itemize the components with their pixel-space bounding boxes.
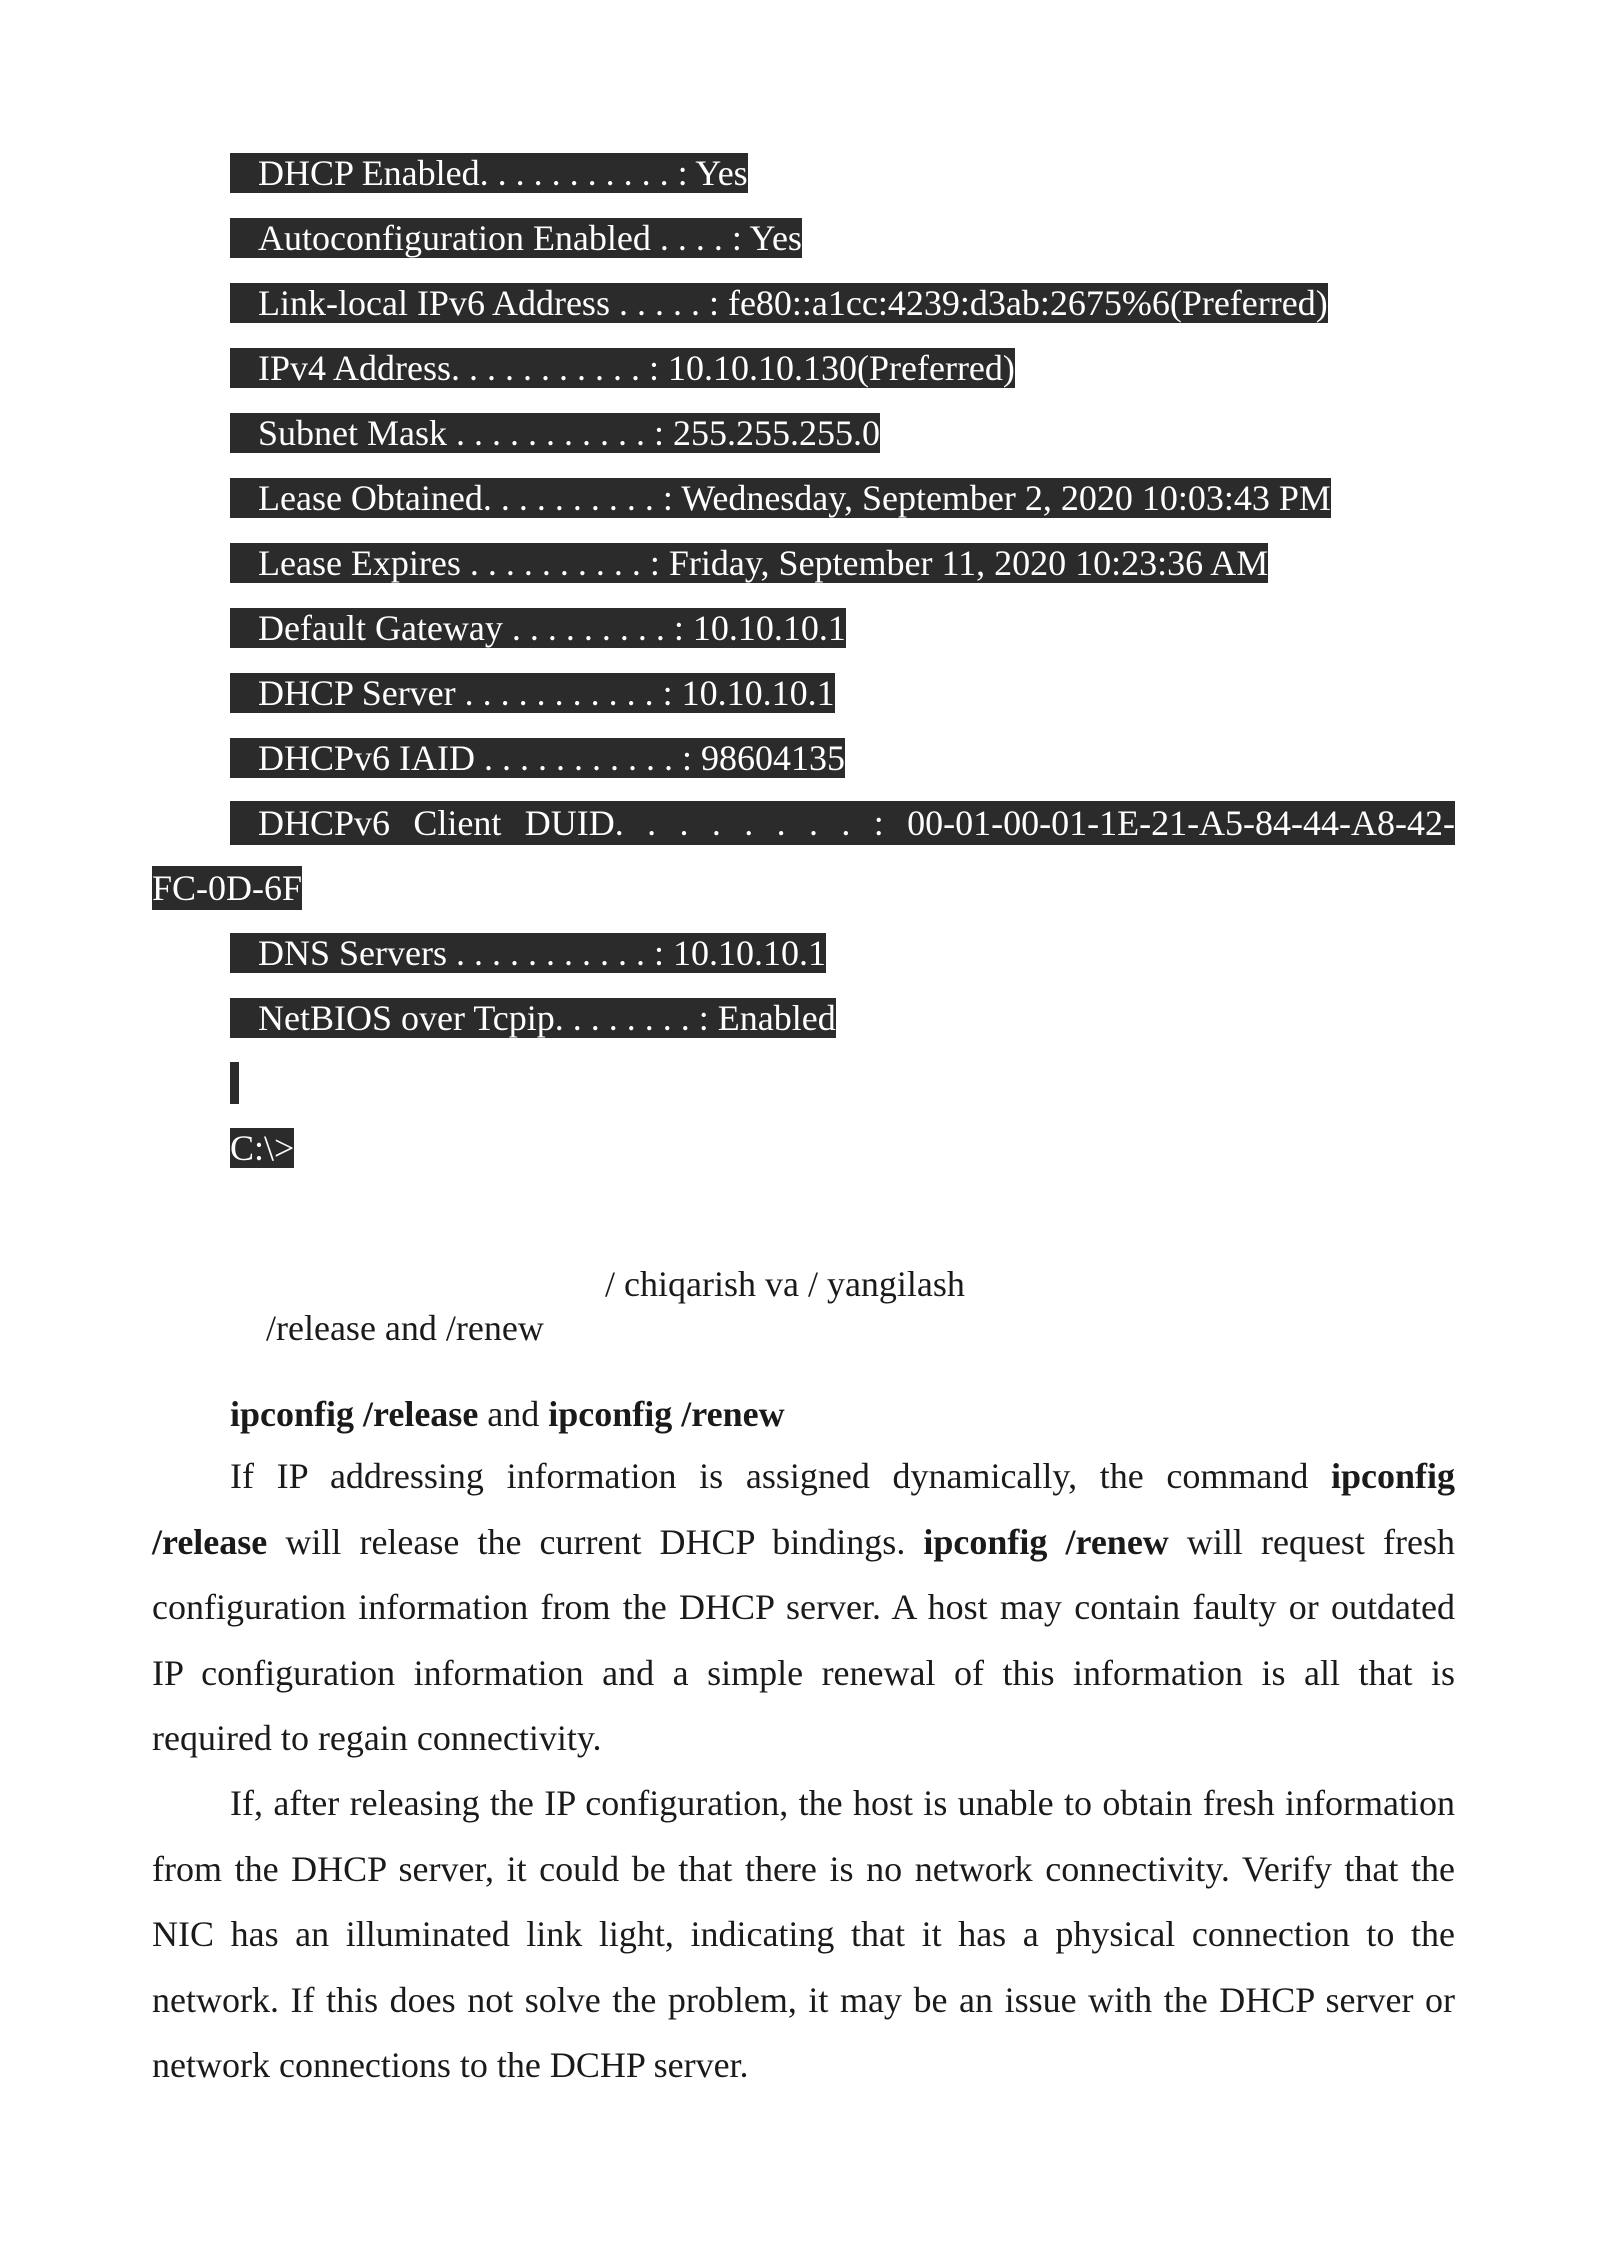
terminal-line-subnet-mask: Subnet Mask . . . . . . . . . . . : 255.255.255.0 xyxy=(230,411,880,455)
terminal-line-lease-expires: Lease Expires . . . . . . . . . . : Friday, September 11, 2020 10:23:36 AM xyxy=(230,541,1268,585)
terminal-line-lease-obtained: Lease Obtained. . . . . . . . . . : Wednesday, September 2, 2020 10:03:43 PM xyxy=(230,476,1331,520)
terminal-line-dhcp-enabled: DHCP Enabled. . . . . . . . . . . : Yes xyxy=(230,151,748,195)
paragraph-release-renew: If IP addressing information is assigned dynamically, the command ipconfig /release will release the current DHCP bindings. ipconfig /renew will request fresh configuration information from the DHCP server. A host may contain faulty or outdated IP configuration information and a simple renewal of this information is all that is required to regain connectivity. xyxy=(152,1456,1455,1758)
paragraph-troubleshooting: If, after releasing the IP configuration, the host is unable to obtain fresh information from the DHCP server, it could be that there is no network connectivity. Verify that the NIC has an illuminated link light, indicating that it has a physical connection to the network. If this does not solve the problem, it may be an issue with the DHCP server or network connections to the DCHP server. xyxy=(152,1783,1455,2085)
terminal-line-autoconfiguration: Autoconfiguration Enabled . . . . : Yes xyxy=(230,216,802,260)
terminal-line-dhcp-server: DHCP Server . . . . . . . . . . . : 10.10.10.1 xyxy=(230,671,835,715)
terminal-line-default-gateway: Default Gateway . . . . . . . . . : 10.10.10.1 xyxy=(230,606,846,650)
terminal-line-ipv4-address: IPv4 Address. . . . . . . . . . . : 10.10.10.130(Preferred) xyxy=(230,346,1015,390)
terminal-line-dns-servers: DNS Servers . . . . . . . . . . . : 10.10.10.1 xyxy=(230,931,826,975)
terminal-cursor xyxy=(230,1062,239,1104)
terminal-line-link-local-ipv6: Link-local IPv6 Address . . . . . : fe80::a1cc:4239:d3ab:2675%6(Preferred) xyxy=(230,281,1328,325)
terminal-line-netbios: NetBIOS over Tcpip. . . . . . . . : Enabled xyxy=(230,996,836,1040)
terminal-prompt: C:\> xyxy=(230,1128,295,1168)
terminal-line-dhcpv6-iaid: DHCPv6 IAID . . . . . . . . . . . : 98604135 xyxy=(230,736,845,780)
terminal-line-dhcpv6-duid-continued: FC-0D-6F xyxy=(152,868,303,908)
subtitle-uzbek: / chiqarish va / yangilash xyxy=(605,1264,965,1304)
subtitle-english: /release and /renew xyxy=(266,1308,544,1348)
section-heading: ipconfig /release and ipconfig /renew xyxy=(230,1394,785,1434)
terminal-line-dhcpv6-duid: DHCPv6 Client DUID. . . . . . . . : 00-01-00-01-1E-21-A5-84-44-A8-42- xyxy=(230,801,1455,845)
